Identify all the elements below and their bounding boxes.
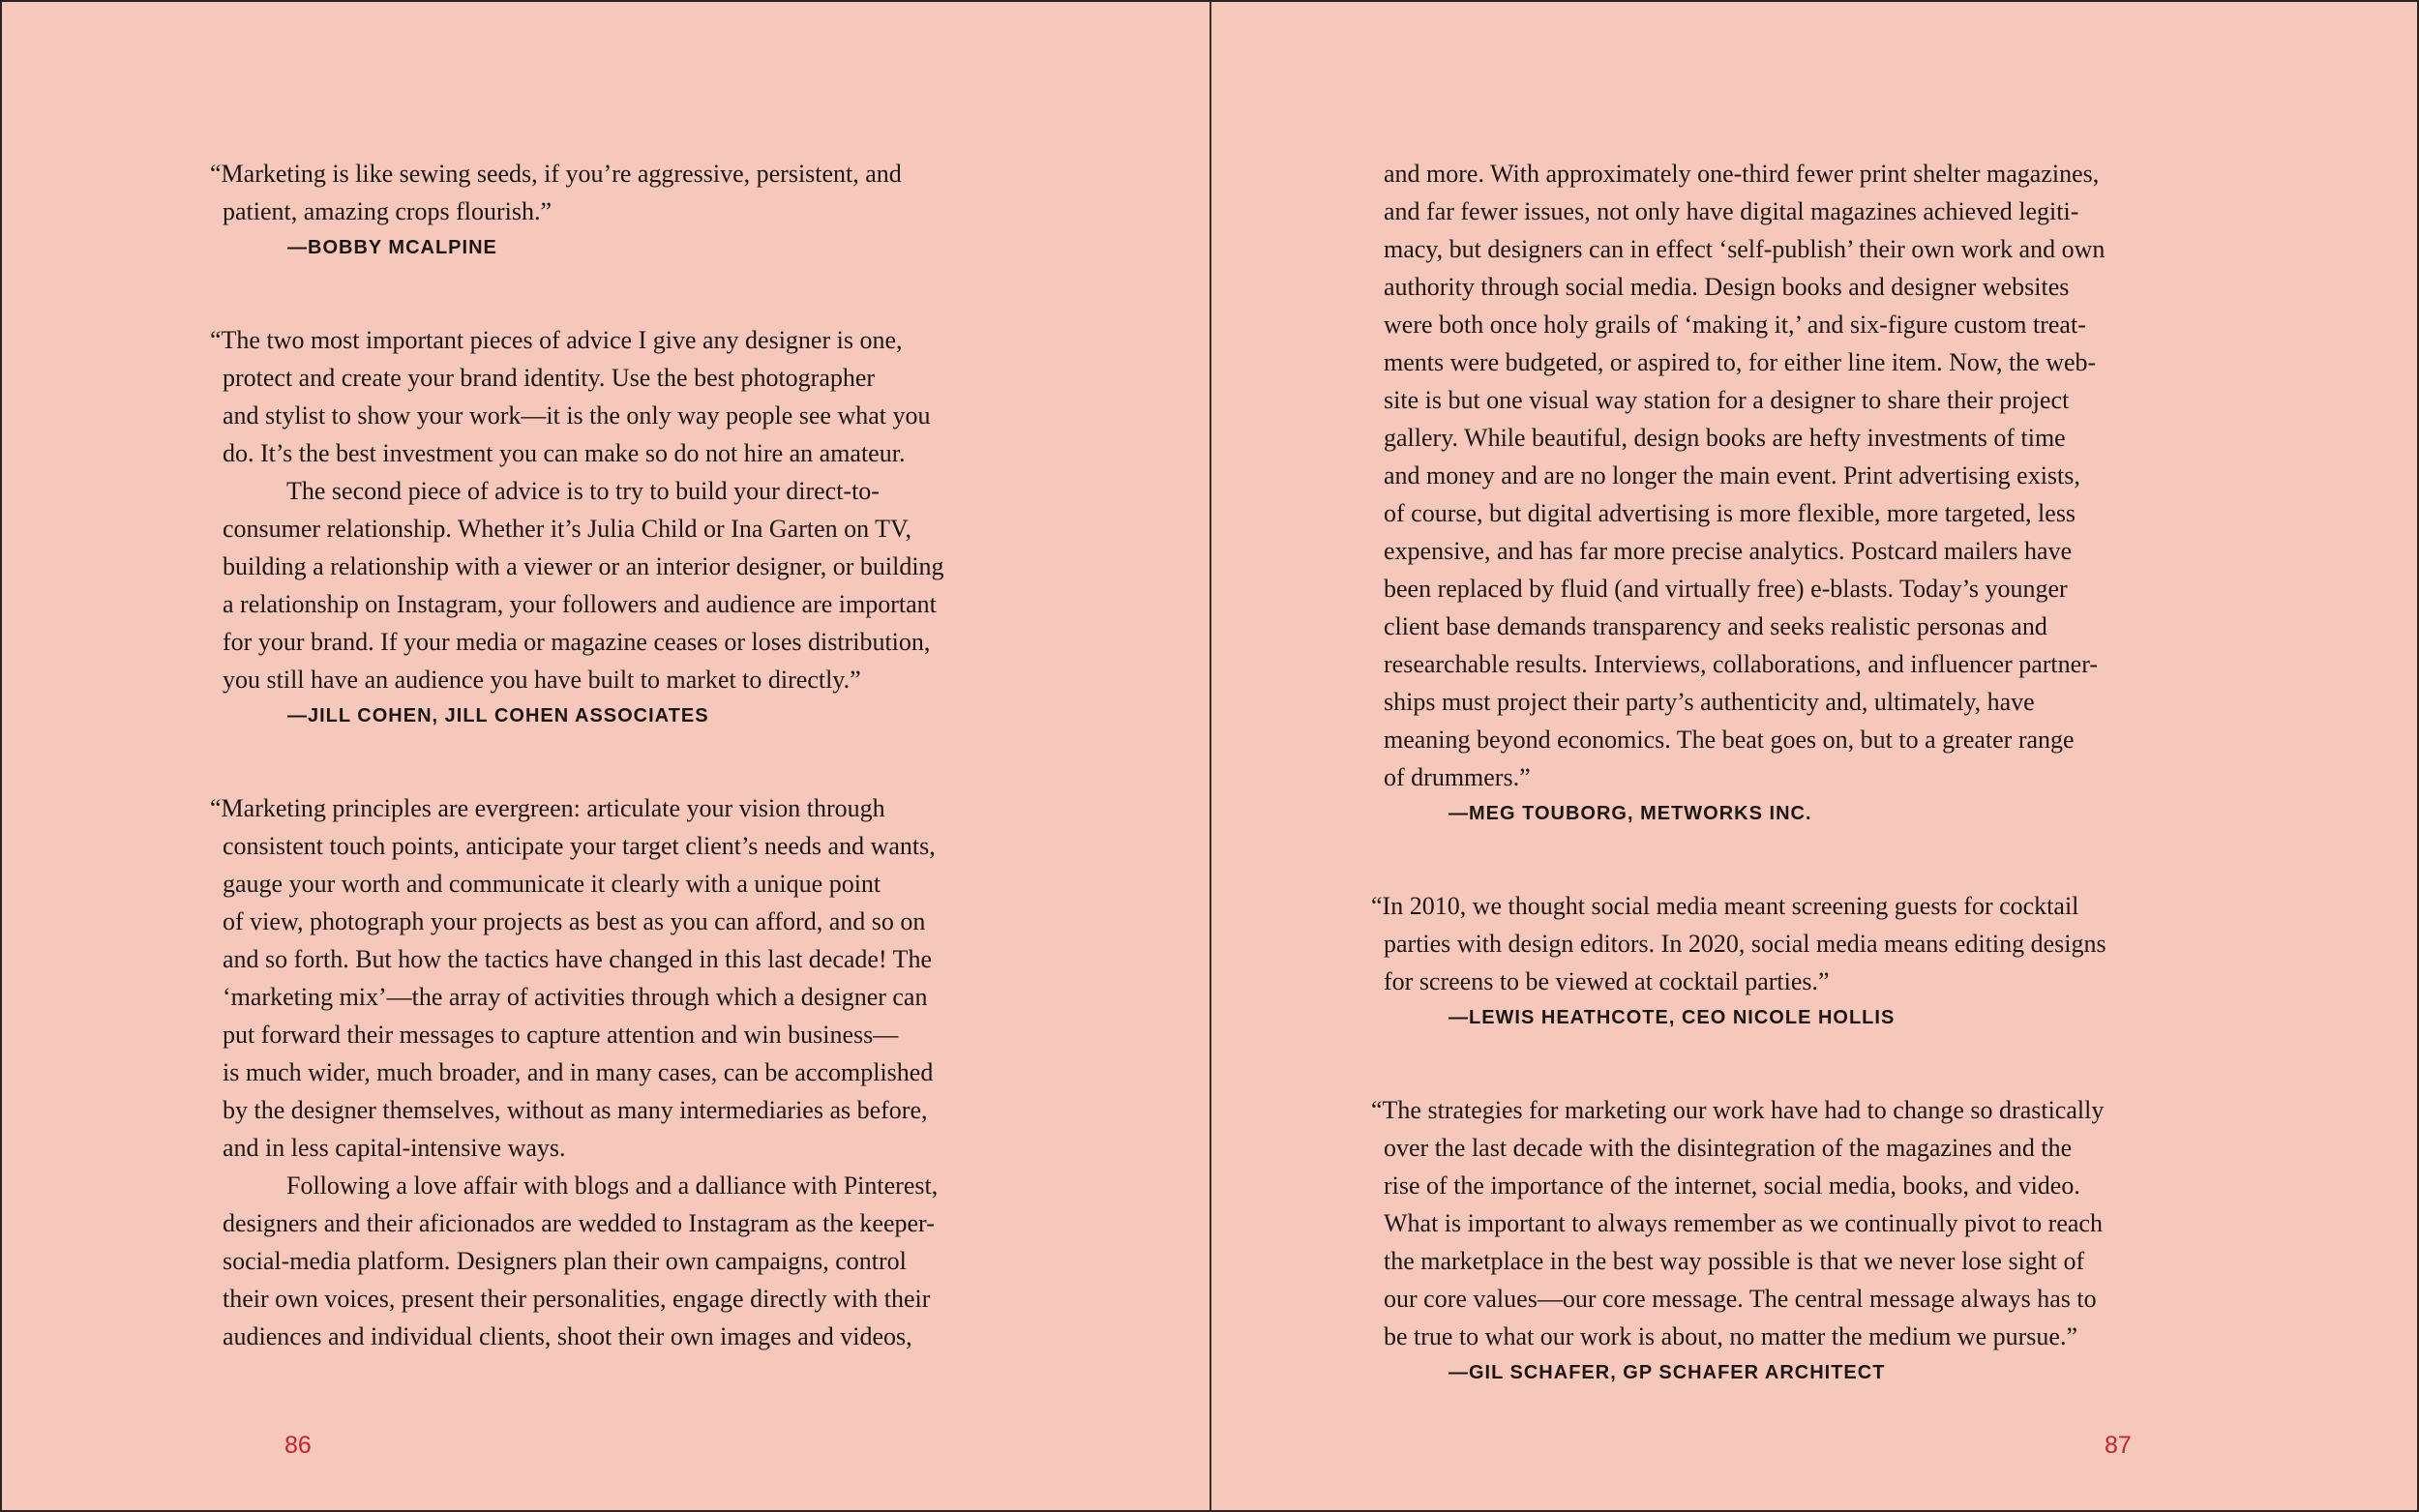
quote-paragraph: “Marketing principles are evergreen: articulate your vision through consistent touch points, anticipate your target client’s needs and wants, gauge your worth and communicate it clearly with a unique point of view, photograph your projects as best as you can afford, and so on and so forth. But how the tactics have changed in this last decade! The ‘marketing mix’—the array of activities through which a designer can put forward their messages to capture attention and win business— is much wider, much broader, and in many cases, can be accomplished by the designer themselves, without as many intermediaries as before, and in less capital-intensive ways. bbox=[210, 794, 936, 1162]
quote-attribution: —JILL COHEN, JILL COHEN ASSOCIATES bbox=[287, 705, 709, 726]
right-page bbox=[1371, 155, 2106, 1446]
quote-attribution: —BOBBY MCALPINE bbox=[287, 237, 497, 258]
quote-paragraph: “Marketing is like sewing seeds, if you’re aggressive, persistent, and patient, amazing crops flourish.” bbox=[210, 160, 902, 225]
quote-paragraph: The second piece of advice is to try to build your direct-to- consumer relationship. Whether it’s Julia Child or Ina Garten on TV, building a relationship with a viewer or an interior designer, or building a relationship on Instagram, your followers and audience are important for your brand. If your media or magazine ceases or loses distribution, you still have an audience you have built to market to directly.” bbox=[223, 477, 944, 694]
quote-touborg-continued bbox=[1371, 155, 2106, 831]
left-page bbox=[210, 155, 944, 1411]
quote-paragraph: Following a love affair with blogs and a dalliance with Pinterest, designers and their aficionados are wedded to Instagram as the keeper- social-media platform. Designers plan their own campaigns, control their own voices, present their personalities, engage directly with their audiences and individual clients, shoot their own images and videos, bbox=[223, 1171, 939, 1350]
gutter-divider bbox=[1210, 2, 1211, 1510]
quote-schafer bbox=[1371, 1091, 2106, 1390]
quote-paragraph: “In 2010, we thought social media meant screening guests for cocktail parties with design editors. In 2020, social media means editing designs for screens to be viewed at cocktail parties.” bbox=[1371, 892, 2106, 995]
quote-paragraph: and more. With approximately one-third fewer print shelter magazines, and far fewer issues, not only have digital magazines achieved legiti- macy, but designers can in effect ‘self-publish’ their own work and own authority through social media. Design books and designer websites were both once holy grails of ‘making it,’ and six-figure custom treat- ments were budgeted, or aspired to, for either line item. Now, the web- site is but one visual way station for a designer to share their project gallery. While beautiful, design books are hefty investments of time and money and are no longer the main event. Print advertising exists, of course, but digital advertising is more flexible, more targeted, less expensive, and has far more precise analytics. Postcard mailers have been replaced by fluid (and virtually free) e-blasts. Today’s younger client base demands transparency and seeks realistic personas and researchable results. Interviews, collaborations, and influencer partner- ships must project their party’s authenticity and, ultimately, have meaning beyond economics. The beat goes on, but to a greater range of drummers.” bbox=[1384, 160, 2105, 791]
quote-attribution: —GIL SCHAFER, GP SCHAFER ARCHITECT bbox=[1448, 1362, 1886, 1383]
quote-attribution: —LEWIS HEATHCOTE, CEO NICOLE HOLLIS bbox=[1448, 1007, 1896, 1028]
quote-cohen bbox=[210, 321, 944, 733]
quote-paragraph: “The two most important pieces of advice I give any designer is one, protect and create your brand identity. Use the best photographer and stylist to show your work—it is the only way people see what you do. It’s the best investment you can make so do not hire an amateur. bbox=[210, 326, 931, 467]
quote-touborg-start bbox=[210, 789, 944, 1355]
quote-mcalpine bbox=[210, 155, 944, 265]
page-number-left: 86 bbox=[284, 1432, 312, 1459]
quote-paragraph: “The strategies for marketing our work have had to change so drastically over the last decade with the disintegration of the magazines and the rise of the importance of the internet, social media, books, and video. What is important to always remember as we continually pivot to reach the marketplace in the best way possible is that we never lose sight of our core values—our core message. The central message always has to be true to what our work is about, no matter the medium we pursue.” bbox=[1371, 1096, 2105, 1350]
quote-attribution: —MEG TOUBORG, METWORKS INC. bbox=[1448, 803, 1812, 824]
page-number-right: 87 bbox=[2105, 1432, 2132, 1459]
quote-heathcote bbox=[1371, 887, 2106, 1035]
